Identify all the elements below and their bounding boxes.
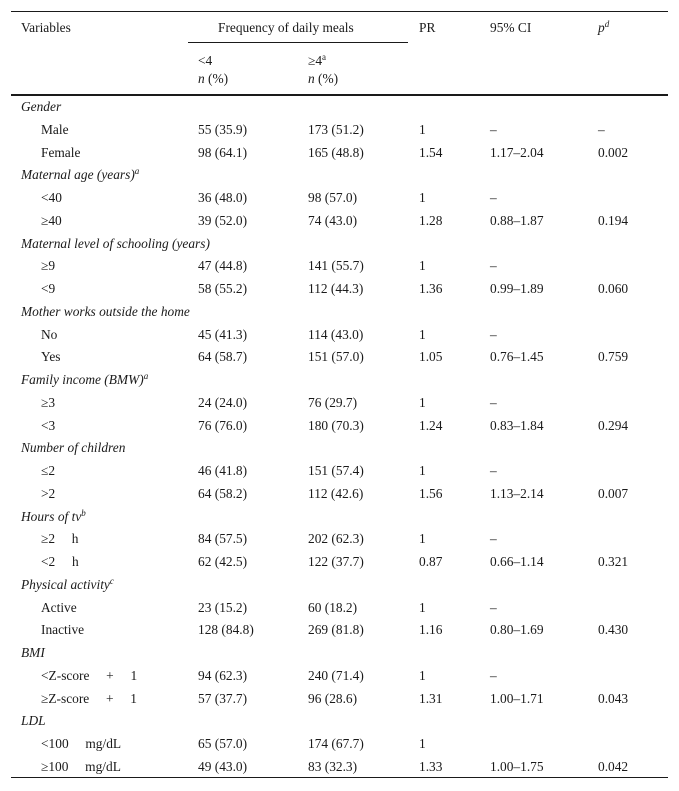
row-label: ≥9: [41, 258, 56, 274]
header-ge4-n: n (%): [308, 71, 339, 86]
table-row: [0, 418, 679, 440]
cell-ci: –: [490, 121, 497, 137]
row-label: Active: [41, 599, 77, 615]
cell-ge4: 98 (57.0): [308, 190, 358, 205]
row-label: Male: [41, 121, 69, 137]
cell-ge4: 240 (71.4): [308, 667, 364, 683]
cell-pr: 1.33: [419, 758, 443, 774]
cell-lt4: 65 (57.0): [198, 736, 248, 751]
row-label: <2 h: [41, 554, 79, 569]
cell-pr: 1.28: [419, 212, 443, 228]
cell-p: 0.294: [598, 417, 629, 433]
cell-ci: –: [490, 190, 497, 205]
cell-lt4: 24 (24.0): [198, 394, 248, 410]
header-rule: [11, 94, 668, 96]
cell-pr: 1.05: [419, 349, 443, 365]
table-row: [0, 600, 679, 622]
row-label: <100 mg/dL: [41, 736, 122, 751]
cell-pr: 1: [419, 667, 426, 683]
group-title: Maternal level of schooling (years): [21, 235, 210, 251]
table-row: [0, 486, 679, 508]
table-row: [0, 622, 679, 644]
cell-p: 0.002: [598, 144, 629, 160]
cell-lt4: 45 (41.3): [198, 326, 248, 342]
cell-ge4: 151 (57.0): [308, 349, 364, 365]
table-row: [0, 145, 679, 167]
cell-p: 0.321: [598, 554, 629, 569]
cell-ge4: 60 (18.2): [308, 599, 358, 615]
group-title: Mother works outside the home: [21, 303, 190, 319]
cell-lt4: 94 (62.3): [198, 667, 248, 683]
cell-pr: 1.31: [419, 690, 443, 706]
cell-ge4: 151 (57.4): [308, 463, 364, 478]
table-row: [0, 258, 679, 280]
cell-lt4: 49 (43.0): [198, 758, 248, 774]
group-title: Maternal age (years)$^a$: [21, 166, 140, 183]
cell-ge4: 112 (42.6): [308, 485, 364, 501]
cell-p: 0.043: [598, 690, 629, 706]
row-label: ≥100 mg/dL: [41, 758, 121, 774]
table-row: [0, 554, 679, 576]
cell-lt4: 23 (15.2): [198, 599, 248, 615]
cell-p: 0.042: [598, 758, 629, 774]
cell-pr: 1: [419, 736, 426, 751]
table-row: [0, 349, 679, 371]
cell-lt4: 39 (52.0): [198, 212, 248, 228]
cell-ci: 0.88–1.87: [490, 212, 544, 228]
row-label: ≥Z-score + 1: [41, 690, 137, 706]
cell-ge4: 141 (55.7): [308, 258, 364, 274]
cell-ci: –: [490, 599, 497, 615]
table-row: [0, 190, 679, 212]
cell-ci: –: [490, 326, 497, 342]
cell-lt4: 36 (48.0): [198, 190, 248, 205]
header-variables: Variables: [21, 20, 71, 35]
table-row: [0, 213, 679, 235]
row-label: ≤2: [41, 463, 56, 478]
cell-ge4: 174 (67.7): [308, 736, 364, 751]
group-title: Number of children: [21, 440, 126, 456]
table-row: [0, 736, 679, 758]
table-row: [0, 691, 679, 713]
table-row: [0, 395, 679, 417]
cell-ci: 1.13–2.14: [490, 485, 544, 501]
cell-pr: 1: [419, 531, 426, 547]
row-label: ≥2 h: [41, 531, 79, 547]
cell-p: 0.007: [598, 485, 629, 501]
group-title: Hours of $tv^b$: [21, 507, 86, 524]
header-ci: 95% CI: [490, 20, 532, 35]
cell-pr: 1.36: [419, 281, 443, 296]
cell-p: 0.060: [598, 281, 629, 296]
table-row: [0, 122, 679, 144]
row-label: <40: [41, 190, 62, 205]
group-title: Gender: [21, 99, 62, 114]
table-row: [0, 281, 679, 303]
header-ge4: $\ge 4^a$: [308, 52, 327, 68]
cell-ci: 1.17–2.04: [490, 144, 544, 160]
row-label: <Z-score + 1: [41, 667, 138, 683]
cell-ci: 0.83–1.84: [490, 417, 544, 433]
cell-ci: 0.99–1.89: [490, 281, 544, 296]
cell-pr: 0.87: [419, 554, 443, 569]
cell-pr: 1.56: [419, 485, 443, 501]
header-p: $p^d$: [598, 19, 610, 35]
cell-pr: 1: [419, 394, 426, 410]
group-title: Family income (BMW)$^a$: [21, 371, 149, 387]
cell-lt4: 64 (58.7): [198, 349, 248, 365]
cell-lt4: 98 (64.1): [198, 144, 248, 160]
row-label: <9: [41, 281, 56, 296]
cell-p: –: [598, 121, 605, 137]
cell-ci: –: [490, 394, 497, 410]
row-label: ≥3: [41, 394, 56, 410]
cell-lt4: 128 (84.8): [198, 622, 254, 638]
cell-lt4: 57 (37.7): [198, 690, 248, 706]
cell-p: 0.430: [598, 622, 629, 638]
cell-lt4: 47 (44.8): [198, 258, 248, 274]
cell-ci: –: [490, 258, 497, 274]
cell-pr: 1: [419, 463, 426, 478]
row-label: No: [41, 326, 58, 342]
cell-ge4: 122 (37.7): [308, 554, 364, 569]
row-label: >2: [41, 485, 56, 501]
cell-pr: 1: [419, 121, 426, 137]
cell-pr: 1: [419, 258, 426, 274]
cell-lt4: 64 (58.2): [198, 485, 248, 501]
cell-ci: 0.76–1.45: [490, 349, 544, 365]
cell-lt4: 84 (57.5): [198, 531, 248, 547]
cell-ge4: 96 (28.6): [308, 690, 358, 706]
cell-lt4: 62 (42.5): [198, 554, 248, 569]
group-title: BMI: [21, 645, 45, 660]
table-row: [0, 668, 679, 690]
cell-p: 0.759: [598, 349, 629, 365]
cell-ge4: 173 (51.2): [308, 121, 364, 137]
frequency-rule: [188, 42, 408, 43]
table-row: [0, 463, 679, 485]
cell-ge4: 83 (32.3): [308, 758, 358, 774]
cell-pr: 1: [419, 599, 426, 615]
cell-lt4: 76 (76.0): [198, 417, 248, 433]
cell-ci: 1.00–1.71: [490, 690, 544, 706]
cell-ci: 0.80–1.69: [490, 622, 544, 638]
cell-ci: 0.66–1.14: [490, 554, 544, 569]
cell-pr: 1.24: [419, 417, 443, 433]
cell-lt4: 55 (35.9): [198, 121, 248, 137]
header-pr: PR: [419, 20, 436, 35]
cell-ci: 1.00–1.75: [490, 758, 544, 774]
cell-pr: 1.54: [419, 144, 443, 160]
row-label: <3: [41, 417, 56, 433]
row-label: Female: [41, 144, 81, 160]
cell-pr: 1.16: [419, 622, 443, 638]
cell-ge4: 202 (62.3): [308, 531, 364, 547]
table-row: [0, 531, 679, 553]
cell-pr: 1: [419, 326, 426, 342]
header-lt4: <4: [198, 53, 213, 68]
cell-lt4: 58 (55.2): [198, 281, 248, 296]
bottom-rule: [11, 777, 668, 778]
cell-p: 0.194: [598, 212, 629, 228]
cell-lt4: 46 (41.8): [198, 463, 248, 478]
cell-ge4: 180 (70.3): [308, 417, 364, 433]
table-row: [0, 327, 679, 349]
row-label: Inactive: [41, 622, 85, 638]
cell-ge4: 76 (29.7): [308, 394, 358, 410]
group-title: Physical activity$^c$: [21, 575, 114, 592]
cell-ci: –: [490, 463, 497, 478]
group-title: LDL: [21, 713, 46, 729]
cell-ci: –: [490, 667, 497, 683]
cell-ci: –: [490, 531, 497, 547]
cell-ge4: 114 (43.0): [308, 326, 364, 342]
cell-ge4: 112 (44.3): [308, 281, 364, 296]
header-lt4-n: n (%): [198, 71, 229, 86]
cell-ge4: 74 (43.0): [308, 212, 358, 228]
top-rule: [11, 11, 668, 12]
cell-pr: 1: [419, 190, 426, 205]
header-frequency: Frequency of daily meals: [218, 20, 354, 35]
cell-ge4: 269 (81.8): [308, 622, 364, 638]
cell-ge4: 165 (48.8): [308, 144, 364, 160]
row-label: Yes: [41, 349, 61, 365]
row-label: ≥40: [41, 212, 62, 228]
